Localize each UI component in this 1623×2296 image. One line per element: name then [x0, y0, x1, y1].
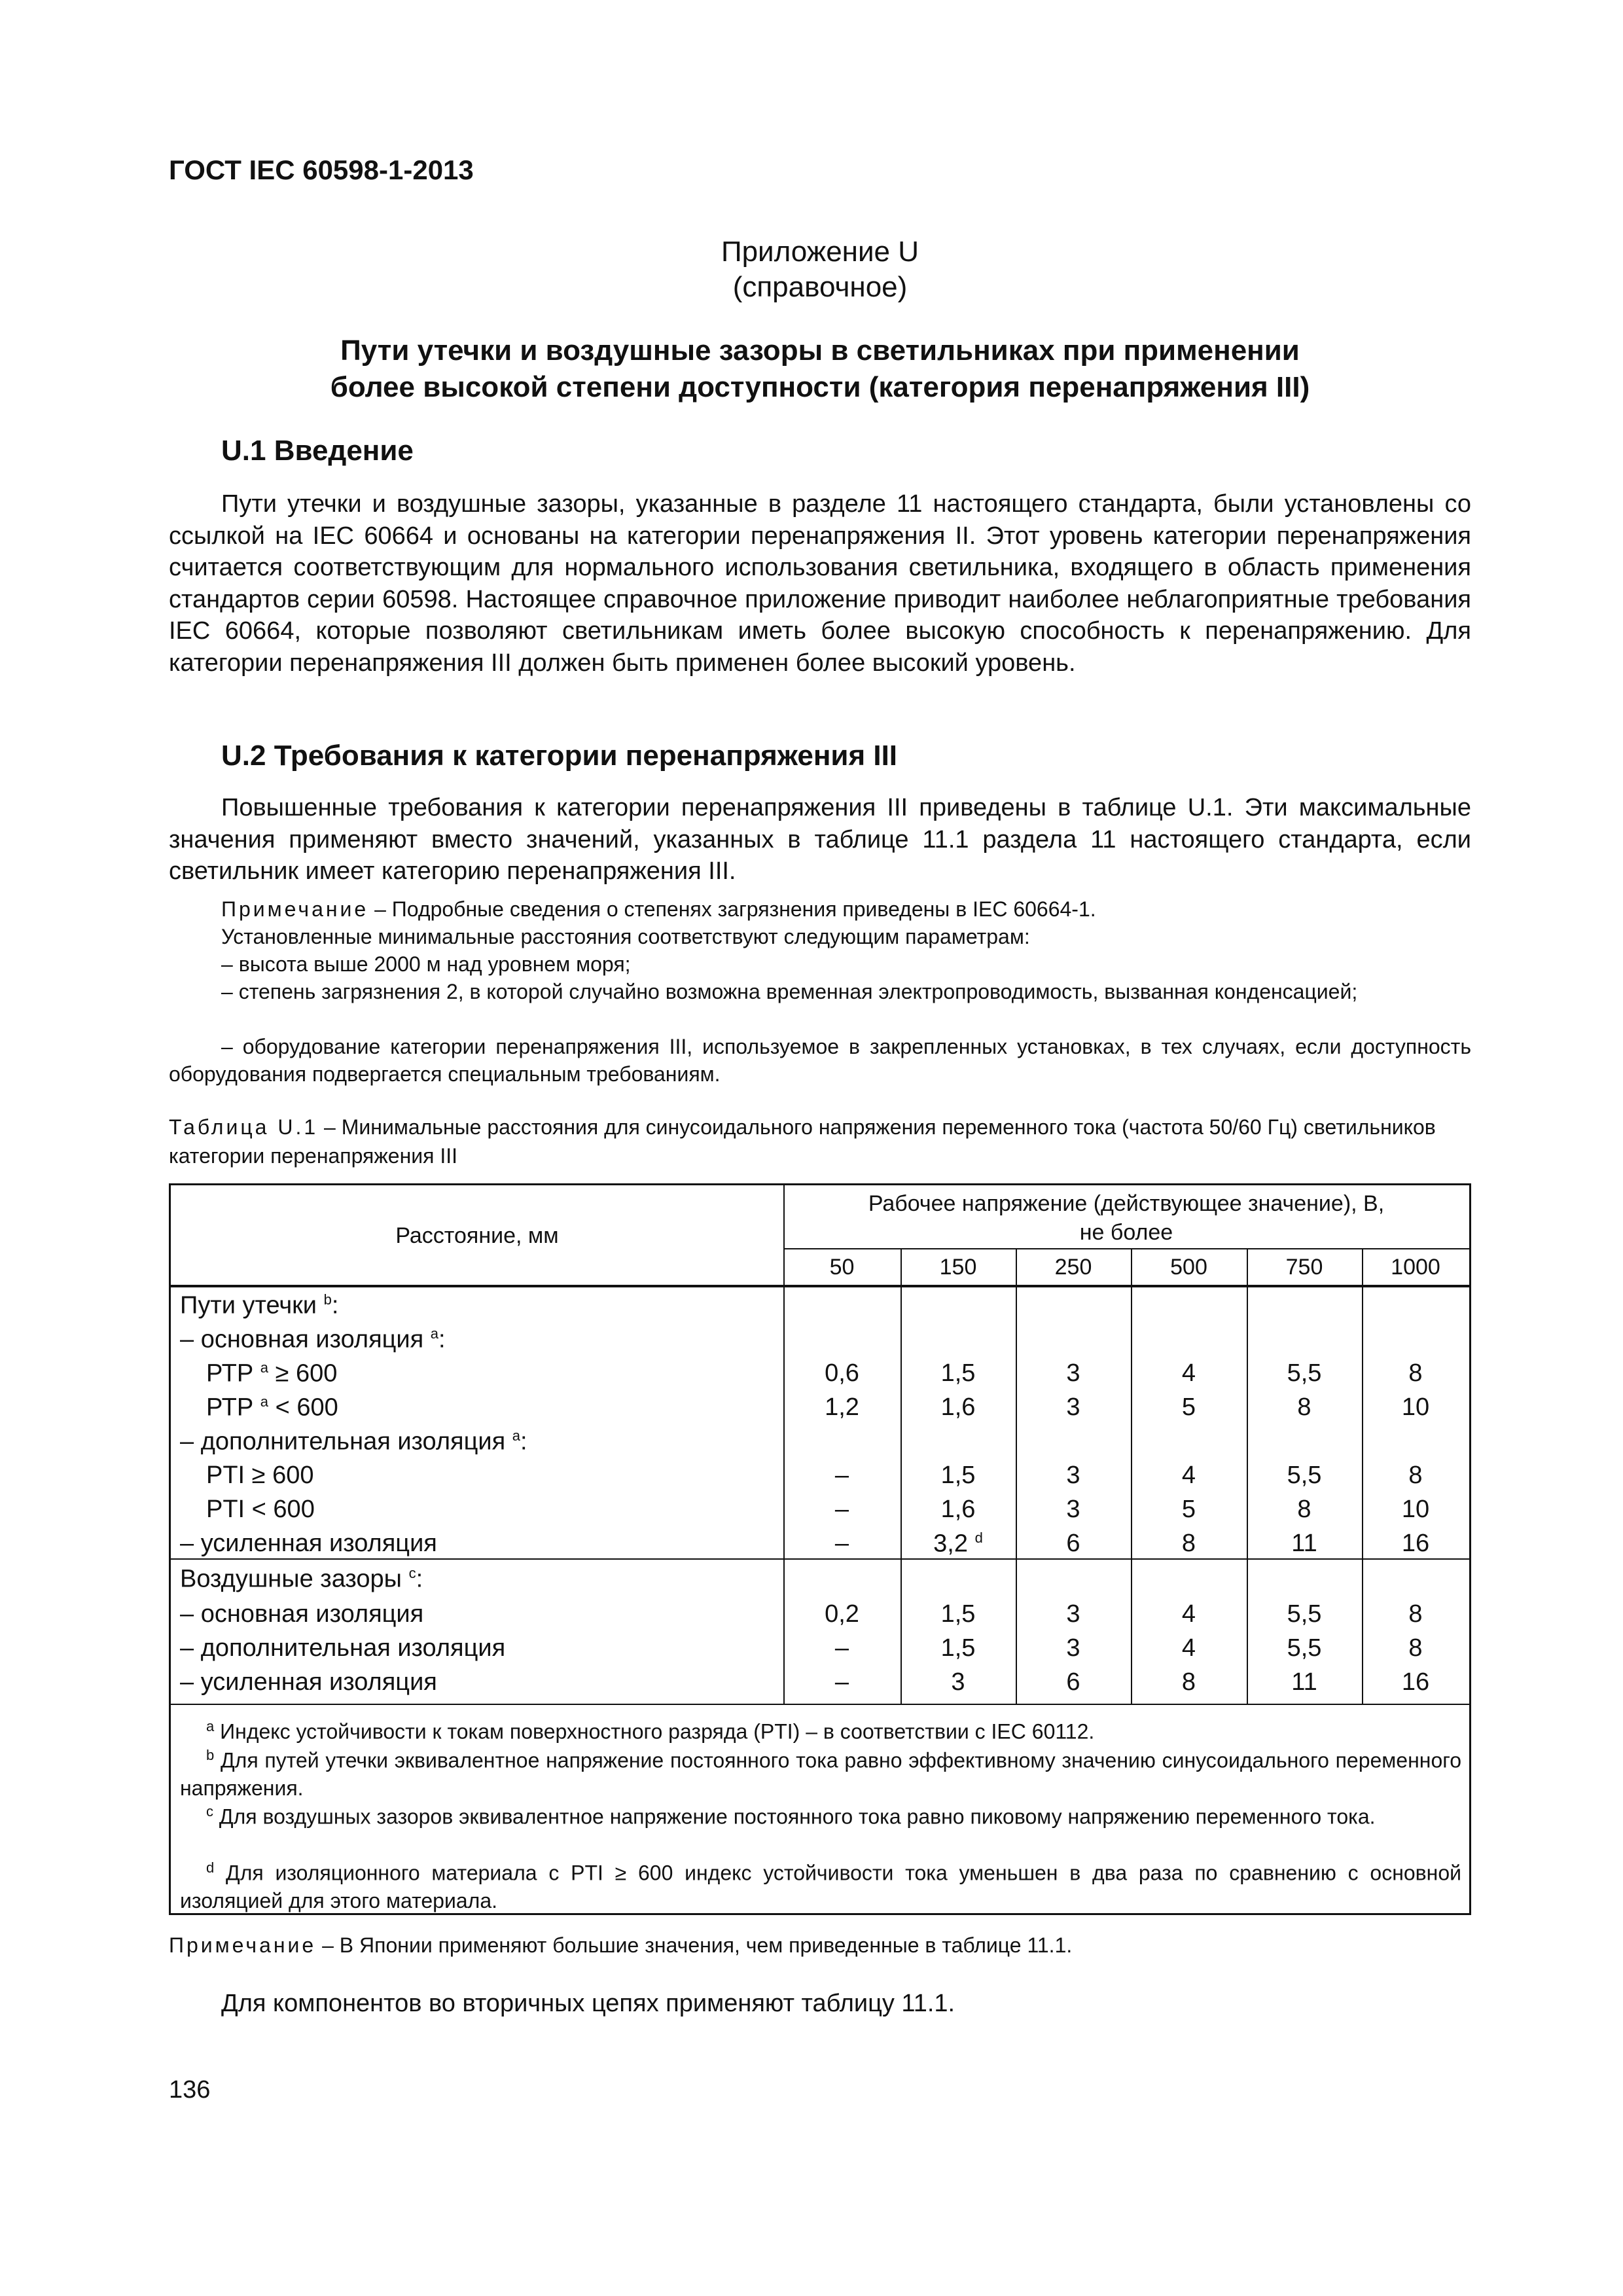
table-cell: 8	[1181, 1668, 1196, 1696]
table-cell: 8	[1408, 1600, 1423, 1628]
ptp-ge-text: РТР	[206, 1359, 254, 1388]
table-divider	[171, 1285, 1469, 1287]
creepage-reinf-label: – усиленная изоляция	[180, 1530, 437, 1557]
table-cell: –	[834, 1462, 849, 1489]
creepage-basic-label: – основная изоляция $^a$:	[180, 1325, 446, 1354]
final-paragraph: Для компонентов во вторичных цепях применяют таблицу 11.1.	[221, 1990, 955, 2017]
clearance-basic-label: – основная изоляция	[180, 1600, 424, 1628]
table-cell: 1,6	[940, 1496, 976, 1523]
col-distance-header: Расстояние, мм	[395, 1223, 559, 1248]
creepage-supp-label: – дополнительная изоляция $^a$:	[180, 1427, 527, 1456]
table-cell: –	[834, 1530, 849, 1557]
table-cell: 5,5	[1287, 1359, 1322, 1387]
note-text: – Подробные сведения о степенях загрязнения приведены в IEC 60664-1.	[368, 897, 1096, 921]
table-cell: 5	[1181, 1393, 1196, 1421]
table-divider	[171, 1558, 1469, 1560]
note-label: Примечание	[169, 1933, 317, 1957]
table-footnote-d	[180, 1854, 1461, 1914]
clearance-title-text: Воздушные зазоры	[180, 1565, 402, 1593]
footnote-text: Для путей утечки эквивалентное напряжение постоянного тока равно эффективному значению синусоидального переменного напряжения.	[180, 1748, 1462, 1800]
table-cell: –	[834, 1634, 849, 1662]
table-cell: 5,5	[1287, 1600, 1322, 1628]
table-cell: 3	[1066, 1496, 1080, 1523]
footnote-ref: a	[430, 1325, 439, 1342]
footnote-mark: a	[206, 1718, 215, 1734]
footnote-text: Для изоляционного материала с PTI ≥ 600 индекс устойчивости тока уменьшен в два раза по сравнению с основной изоляцией для этого материала.	[180, 1861, 1462, 1912]
table-cell: 6	[1066, 1668, 1080, 1696]
annex-heading	[169, 234, 1471, 305]
table-cell: 5,5	[1287, 1462, 1322, 1489]
table-cell: 1,5	[940, 1600, 976, 1628]
footnote-ref: b	[323, 1291, 332, 1308]
table-cell: –	[834, 1668, 849, 1696]
table-cell: –	[834, 1496, 849, 1523]
col-voltage-line2: не более	[1079, 1220, 1173, 1245]
table-cell: 16	[1401, 1668, 1430, 1696]
table-cell: 8	[1297, 1393, 1311, 1421]
note-line: – оборудование категории перенапряжения III, используемое в закрепленных установках, в тех случаях, если доступность оборудования подвергается специальным требованиям.	[169, 1035, 1471, 1086]
overvoltage-table	[169, 1183, 1471, 1915]
table-cell: 4	[1181, 1359, 1196, 1387]
pti-ge-600-label: PTI ≥ 600	[206, 1462, 314, 1489]
voltage-750: 750	[1285, 1255, 1323, 1280]
table-caption-text: – Минимальные расстояния для синусоидального напряжения переменного тока (частота 50/60 Гц) светильников категории перенапряжения III	[169, 1115, 1436, 1168]
footnote-ref: d	[974, 1530, 983, 1546]
table-divider	[171, 1704, 1469, 1705]
voltage-50: 50	[829, 1255, 855, 1280]
table-cell: 16	[1401, 1530, 1430, 1557]
table-cell: 1,5	[940, 1634, 976, 1662]
footnote-ref: a	[260, 1393, 269, 1410]
creepage-title: Пути утечки $^b$:	[180, 1291, 339, 1319]
japan-note	[169, 1933, 1072, 1958]
table-cell: 5	[1181, 1496, 1196, 1523]
table-footnote-b	[180, 1742, 1461, 1802]
table-cell: 8	[1181, 1530, 1196, 1557]
note-line: – степень загрязнения 2, в которой случайно возможна временная электропроводимость, вызванная конденсацией;	[221, 980, 1358, 1003]
table-cell: 8	[1408, 1359, 1423, 1387]
table-cell: 11	[1291, 1530, 1317, 1557]
col-voltage-header	[783, 1189, 1469, 1247]
table-cell: 4	[1181, 1462, 1196, 1489]
footnote-mark: d	[206, 1859, 215, 1876]
table-footnote-a	[180, 1713, 1461, 1746]
footnote-ref: c	[408, 1565, 416, 1581]
table-cell: 3	[1066, 1634, 1080, 1662]
footnote-mark: b	[206, 1747, 215, 1763]
table-cell: 10	[1401, 1393, 1430, 1421]
clearance-supp-label: – дополнительная изоляция	[180, 1634, 506, 1662]
ptp-lt-tail: < 600	[268, 1393, 338, 1422]
col-voltage-line1: Рабочее напряжение (действующее значение), В,	[868, 1191, 1385, 1216]
cell-value: 3,2	[933, 1530, 968, 1558]
section-u2-paragraph: Повышенные требования к категории перенапряжения III приведены в таблице U.1. Эти максимальные значения применяют вместо значений, указанных в таблице 11.1 раздела 11 настоящего стандарта, если светильник имеет категорию перенапряжения III.	[169, 794, 1471, 885]
footnote-text: Для воздушных зазоров эквивалентное напряжение постоянного тока равно пиковому напряжению переменного тока.	[219, 1804, 1376, 1829]
ptp-lt-600-label	[206, 1393, 338, 1422]
creepage-basic-text: – основная изоляция	[180, 1325, 424, 1354]
table-cell: 3	[951, 1668, 965, 1696]
creepage-supp-text: – дополнительная изоляция	[180, 1427, 506, 1456]
footnote-ref: a	[260, 1359, 269, 1376]
section-u1-heading: U.1 Введение	[221, 435, 414, 467]
table-cell: 3	[1066, 1359, 1080, 1387]
table-cell: 10	[1401, 1496, 1430, 1523]
table-caption	[169, 1113, 1471, 1170]
section-u2-note	[169, 895, 1471, 923]
section-u2-heading: U.2 Требования к категории перенапряжения III	[221, 740, 898, 772]
table-cell: 5,5	[1287, 1634, 1322, 1662]
table-cell: 3	[1066, 1393, 1080, 1421]
pti-lt-600-label: PTI < 600	[206, 1496, 315, 1523]
annex-subtitle: (справочное)	[732, 271, 908, 303]
table-divider	[783, 1248, 1469, 1249]
voltage-1000: 1000	[1391, 1255, 1440, 1280]
footnote-mark: c	[206, 1803, 213, 1820]
table-cell: 0,2	[825, 1600, 859, 1628]
table-cell: 11	[1291, 1668, 1317, 1696]
voltage-500: 500	[1170, 1255, 1207, 1280]
main-title-line2: более высокой степени доступности (категория перенапряжения III)	[330, 371, 1310, 403]
table-cell: 1,5	[940, 1462, 976, 1489]
page-number: 136	[169, 2076, 211, 2104]
clearance-title: Воздушные зазоры $^c$:	[180, 1565, 423, 1593]
clearance-reinf-label: – усиленная изоляция	[180, 1668, 437, 1696]
table-cell: 6	[1066, 1530, 1080, 1557]
note-line: Установленные минимальные расстояния соответствуют следующим параметрам:	[221, 925, 1030, 948]
note-text: – В Японии применяют большие значения, чем приведенные в таблице 11.1.	[316, 1933, 1073, 1957]
table-cell: 1,2	[825, 1393, 859, 1421]
main-title	[169, 332, 1471, 406]
table-footnote-c	[180, 1798, 1461, 1831]
note-line: – высота выше 2000 м над уровнем моря;	[221, 952, 631, 976]
footnote-text: Индекс устойчивости к токам поверхностного разряда (PTI) – в соответствии с IEC 60112.	[220, 1719, 1095, 1744]
table-cell: 8	[1408, 1462, 1423, 1489]
table-cell: 8	[1297, 1496, 1311, 1523]
voltage-250: 250	[1054, 1255, 1092, 1280]
ptp-ge-600-label	[206, 1359, 337, 1388]
table-cell: 4	[1181, 1634, 1196, 1662]
footnote-ref: a	[512, 1427, 520, 1444]
table-cell: 1,6	[940, 1393, 976, 1421]
table-cell: 3	[1066, 1462, 1080, 1489]
section-u1-paragraph: Пути утечки и воздушные зазоры, указанные в разделе 11 настоящего стандарта, были установлены со ссылкой на IEC 60664 и основаны на категории перенапряжения II. Этот уровень категории перенапряжения считается соответствующим для нормального использования светильника, входящего в область применения стандартов серии 60598. Настоящее справочное приложение приводит наиболее неблагоприятные требования IEC 60664, которые позволяют светильникам иметь более высокую способность к перенапряжению. Для категории перенапряжения III должен быть применен более высокий уровень.	[169, 490, 1471, 677]
document-header: ГОСТ IEC 60598-1-2013	[169, 154, 474, 185]
voltage-150: 150	[939, 1255, 977, 1280]
table-cell: 1,5	[940, 1359, 976, 1387]
ptp-lt-text: РТР	[206, 1393, 254, 1422]
table-cell	[901, 1530, 1016, 1558]
table-cell: 0,6	[825, 1359, 859, 1387]
note-label: Примечание	[221, 897, 369, 921]
table-caption-label: Таблица U.1	[169, 1115, 319, 1139]
table-cell: 4	[1181, 1600, 1196, 1628]
creepage-title-text: Пути утечки	[180, 1291, 317, 1319]
table-cell: 8	[1408, 1634, 1423, 1662]
main-title-line1: Пути утечки и воздушные зазоры в светильниках при применении	[340, 334, 1300, 367]
ptp-ge-tail: ≥ 600	[268, 1359, 338, 1388]
table-cell: 3	[1066, 1600, 1080, 1628]
annex-title: Приложение U	[721, 236, 919, 268]
